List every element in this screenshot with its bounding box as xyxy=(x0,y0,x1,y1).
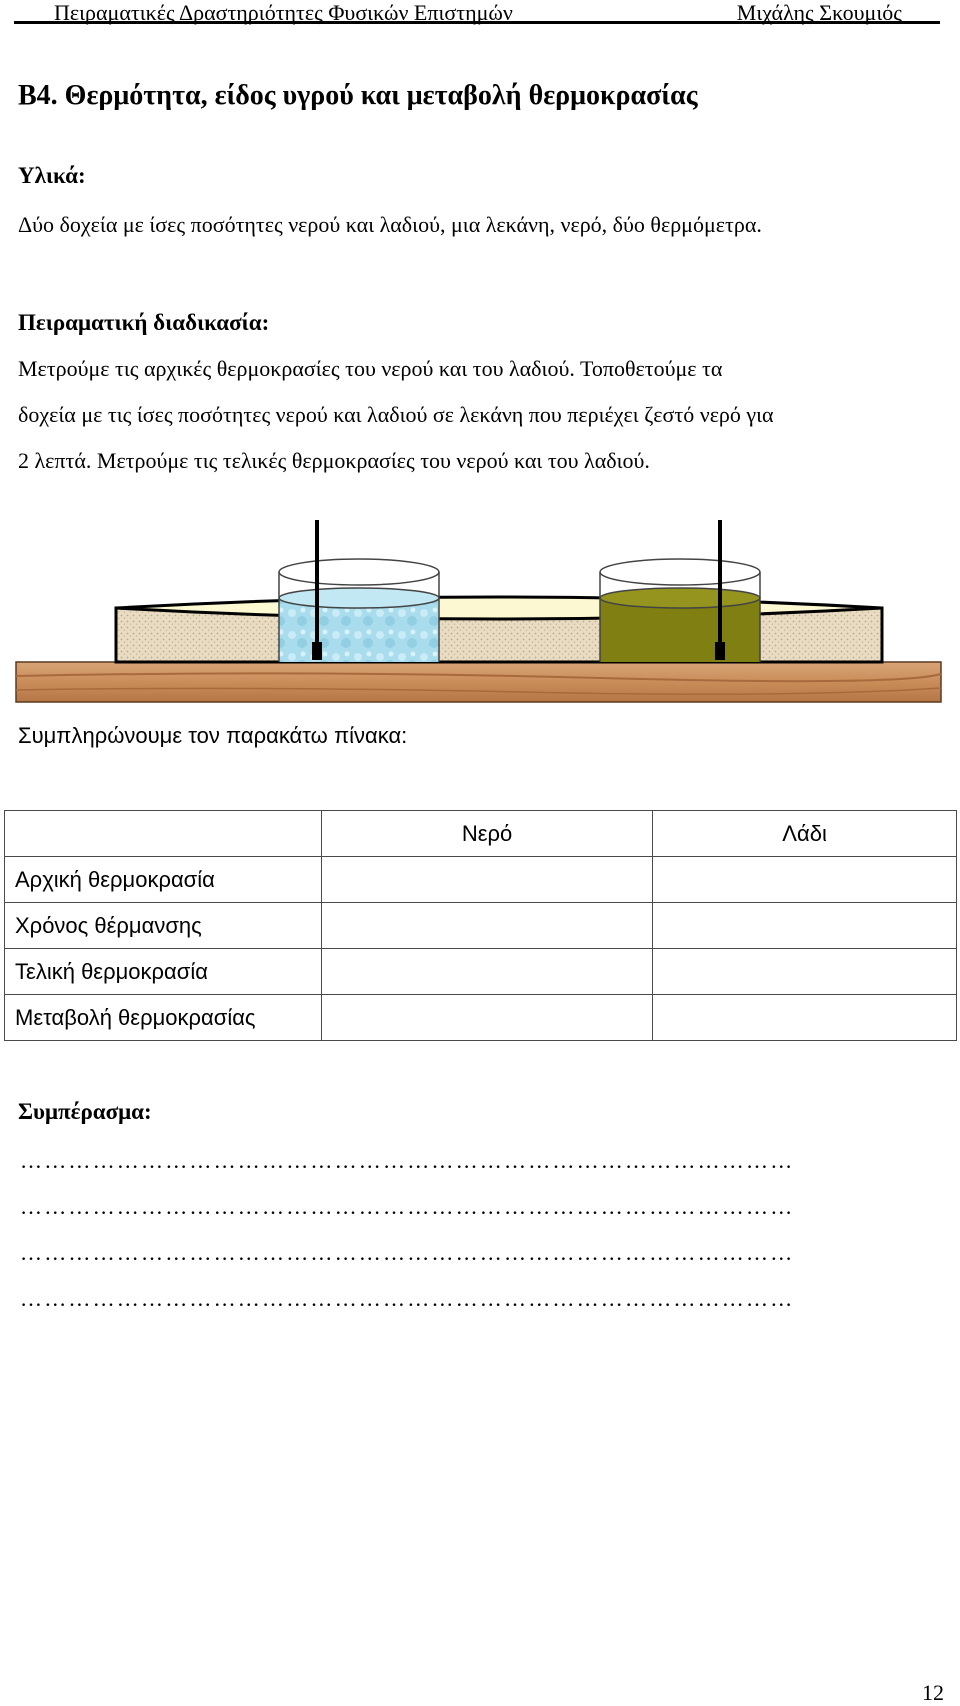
materials-heading: Υλικά: xyxy=(18,163,86,188)
table-row xyxy=(5,995,957,1041)
cell-oil[interactable] xyxy=(653,995,957,1041)
page-number: 12 xyxy=(922,1680,944,1705)
table-header-cell xyxy=(5,811,322,857)
oil-container xyxy=(600,559,760,662)
procedure-line: δοχεία με τις ίσες ποσότητες νερού και λαδιού σε λεκάνη που περιέχει ζεστό νερό για xyxy=(18,402,774,427)
row-label: Μεταβολή θερμοκρασίας xyxy=(5,995,322,1041)
table-row xyxy=(5,857,957,903)
cell-oil[interactable] xyxy=(653,949,957,995)
conclusion-line[interactable]: …………………………………………………………………………………… xyxy=(20,1148,795,1173)
conclusion-line[interactable]: …………………………………………………………………………………… xyxy=(20,1194,795,1219)
conclusion-line[interactable]: …………………………………………………………………………………… xyxy=(20,1286,795,1311)
results-table xyxy=(4,810,957,1041)
row-label: Χρόνος θέρμανσης xyxy=(5,903,322,949)
cell-water[interactable] xyxy=(322,857,653,903)
water-container xyxy=(279,559,439,662)
procedure-heading: Πειραματική διαδικασία: xyxy=(18,310,270,335)
row-label: Αρχική θερμοκρασία xyxy=(5,857,322,903)
cell-oil[interactable] xyxy=(653,903,957,949)
procedure-line: Μετρούμε τις αρχικές θερμοκρασίες του νερού και του λαδιού. Τοποθετούμε τα xyxy=(18,356,723,381)
materials-text: Δύο δοχεία με ίσες ποσότητες νερού και λαδιού, μια λεκάνη, νερό, δύο θερμόμετρα. xyxy=(18,212,762,237)
experiment-illustration xyxy=(0,518,960,708)
table-row xyxy=(5,903,957,949)
procedure-text xyxy=(18,346,774,484)
table-header-water: Νερό xyxy=(322,811,653,857)
table-header-row xyxy=(5,811,957,857)
cell-water[interactable] xyxy=(322,995,653,1041)
cell-water[interactable] xyxy=(322,949,653,995)
table-header-oil: Λάδι xyxy=(653,811,957,857)
cell-oil[interactable] xyxy=(653,857,957,903)
header-author: Μιχάλης Σκουμιός xyxy=(736,0,902,25)
table-row xyxy=(5,949,957,995)
table-intro: Συμπληρώνουμε τον παρακάτω πίνακα: xyxy=(18,723,408,748)
header-rule xyxy=(14,21,940,24)
conclusion-line[interactable]: …………………………………………………………………………………… xyxy=(20,1240,795,1265)
conclusion-heading: Συμπέρασμα: xyxy=(18,1099,152,1124)
procedure-line: 2 λεπτά. Μετρούμε τις τελικές θερμοκρασίες του νερού και του λαδιού. xyxy=(18,448,650,473)
row-label: Τελική θερμοκρασία xyxy=(5,949,322,995)
cell-water[interactable] xyxy=(322,903,653,949)
header-left-text: Πειραματικές Δραστηριότητες Φυσικών Επιστημών xyxy=(54,0,513,25)
page-title: Β4. Θερμότητα, είδος υγρού και μεταβολή θερμοκρασίας xyxy=(18,80,698,111)
